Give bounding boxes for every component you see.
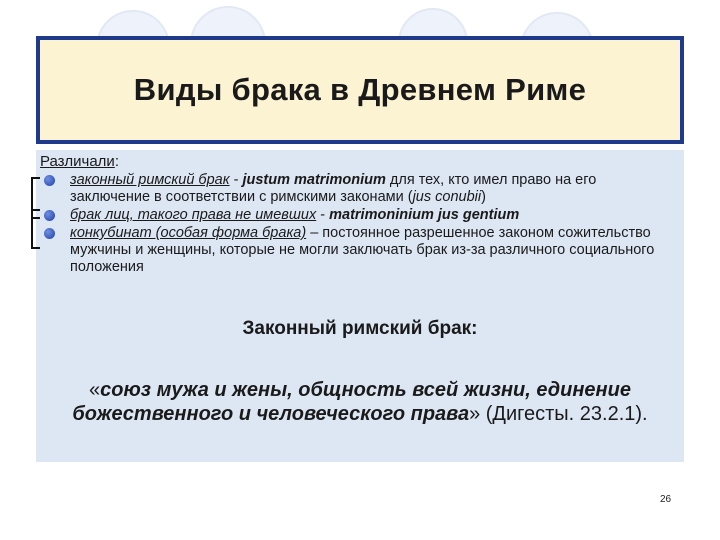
term-text: брак лиц, такого права не имевших — [70, 207, 317, 223]
term-text: законный римский брак — [70, 172, 230, 188]
intro-text — [40, 153, 119, 170]
list-item — [40, 225, 680, 276]
quote-source: » (Дигесты. 23.2.1). — [469, 403, 648, 425]
latin-term: matrimoninium jus gentium — [329, 207, 520, 223]
bullet-icon — [44, 228, 55, 239]
description-text: для тех, кто имел право на его заключение в соответствии с римскими законами ( — [70, 172, 597, 205]
quote-text: союз мужа и жены, общность всей жизни, единение божественного и человеческого права — [72, 379, 631, 425]
description-text: ) — [481, 189, 486, 205]
separator-text: - — [229, 172, 243, 188]
bullet-icon — [44, 210, 55, 221]
slide-title: Виды брака в Древнем Риме — [133, 72, 587, 107]
title-box — [36, 36, 684, 144]
list-item — [40, 207, 680, 224]
bullet-icon — [44, 175, 55, 186]
list-item — [40, 172, 680, 206]
definition-quote — [70, 378, 650, 426]
bracket-line — [31, 209, 40, 249]
latin-term: jus conubii — [412, 189, 482, 205]
subheading: Законный римский брак: — [242, 318, 478, 339]
intro-label: Различали — [40, 153, 115, 170]
separator-text: - — [316, 207, 330, 223]
quote-mark: « — [89, 379, 101, 401]
marriage-types-list — [40, 172, 680, 277]
page-number: 26 — [660, 494, 672, 505]
latin-term: justum matrimonium — [242, 172, 386, 188]
description-text: – постоянное разрешенное законом сожительство мужчины и женщины, которые не могли заключать брак из-за различного социального положения — [70, 225, 655, 275]
term-text: конкубинат (особая форма брака) — [70, 225, 307, 241]
intro-suffix: : — [114, 153, 119, 170]
